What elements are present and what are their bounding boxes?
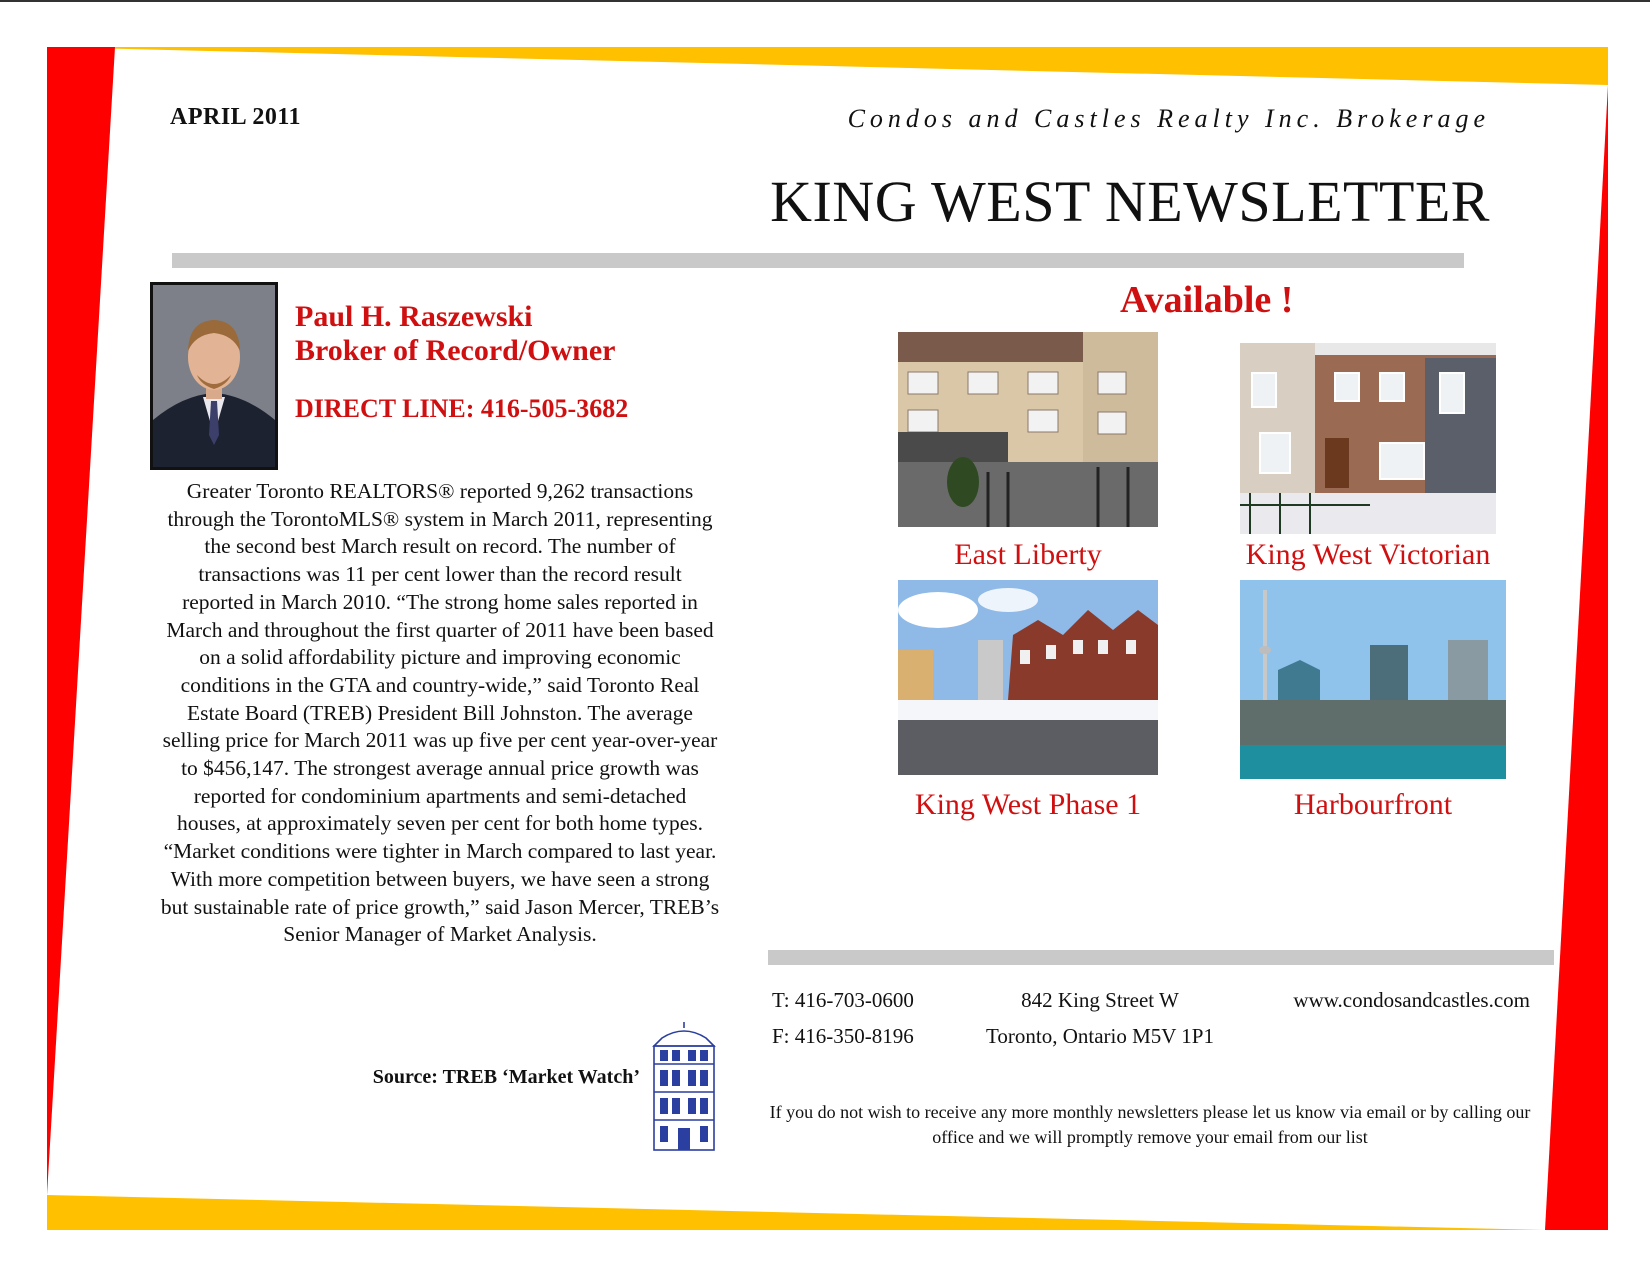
listing-photo-east-liberty[interactable]	[898, 332, 1158, 527]
newsletter-title: KING WEST NEWSLETTER	[770, 169, 1490, 234]
newsletter-date: APRIL 2011	[170, 104, 302, 130]
agent-direct-line: DIRECT LINE: 416-505-3682	[295, 394, 629, 423]
listing-label-harbourfront[interactable]: Harbourfront	[1293, 788, 1453, 821]
listing-label-king-west-victorian[interactable]: King West Victorian	[1245, 538, 1491, 571]
footer-divider	[768, 950, 1554, 965]
frame-top-yellow	[47, 47, 1608, 85]
listing-photo-harbourfront[interactable]	[1240, 580, 1506, 779]
article-source: Source: TREB ‘Market Watch’	[372, 1066, 640, 1088]
contact-address-line-1: 842 King Street W	[1021, 988, 1179, 1012]
company-name: Condos and Castles Realty Inc. Brokerage	[847, 104, 1490, 133]
agent-name-block	[295, 300, 616, 368]
frame-left-red	[47, 47, 115, 1195]
frame-right-red	[1545, 85, 1608, 1230]
contact-phone: T: 416-703-0600	[772, 988, 914, 1012]
agent-name: Paul H. Raszewski	[295, 300, 533, 333]
available-heading: Available !	[1120, 279, 1294, 321]
building-logo-icon	[648, 1020, 720, 1152]
contact-address-line-2: Toronto, Ontario M5V 1P1	[986, 1024, 1214, 1048]
article-text: Greater Toronto REALTORS® reported 9,262 transactions through the TorontoMLS® system in March 2011, representing the second best March result on record. The number of transactions was 11 per cent lower than the record result reported in March 2010. “The strong home sales reported in March and throughout the first quarter of 2011 have been based on a solid affordability picture and improving economic conditions in the GTA and country-wide,” said Toronto Real Estate Board (TREB) President Bill Johnston. The average selling price for March 2011 was up five per cent year-over-year to $456,147. The strongest average annual price growth was reported for condominium apartments and semi-detached houses, at approximately seven per cent for both home types. “Market conditions were tighter in March compared to last year. With more competition between buyers, we have seen a strong but sustainable rate of price growth,” said Jason Mercer, TREB’s Senior Manager of Market Analysis.	[160, 479, 720, 947]
agent-photo	[150, 282, 278, 470]
listing-label-east-liberty[interactable]: East Liberty	[954, 538, 1102, 571]
contact-website-link[interactable]: www.condosandcastles.com	[1293, 988, 1530, 1012]
unsubscribe-notice: If you do not wish to receive any more monthly newsletters please let us know via email or by calling our office and we will promptly remove your email from our list	[769, 1102, 1531, 1147]
contact-fax: F: 416-350-8196	[772, 1024, 914, 1048]
listing-photo-king-west-victorian[interactable]	[1240, 343, 1496, 534]
listing-photo-king-west-phase-1[interactable]	[898, 580, 1158, 775]
agent-role: Broker of Record/Owner	[295, 334, 616, 367]
header-divider	[172, 253, 1464, 268]
frame-bottom-yellow	[47, 1195, 1545, 1230]
listing-label-king-west-phase-1[interactable]: King West Phase 1	[914, 788, 1142, 821]
